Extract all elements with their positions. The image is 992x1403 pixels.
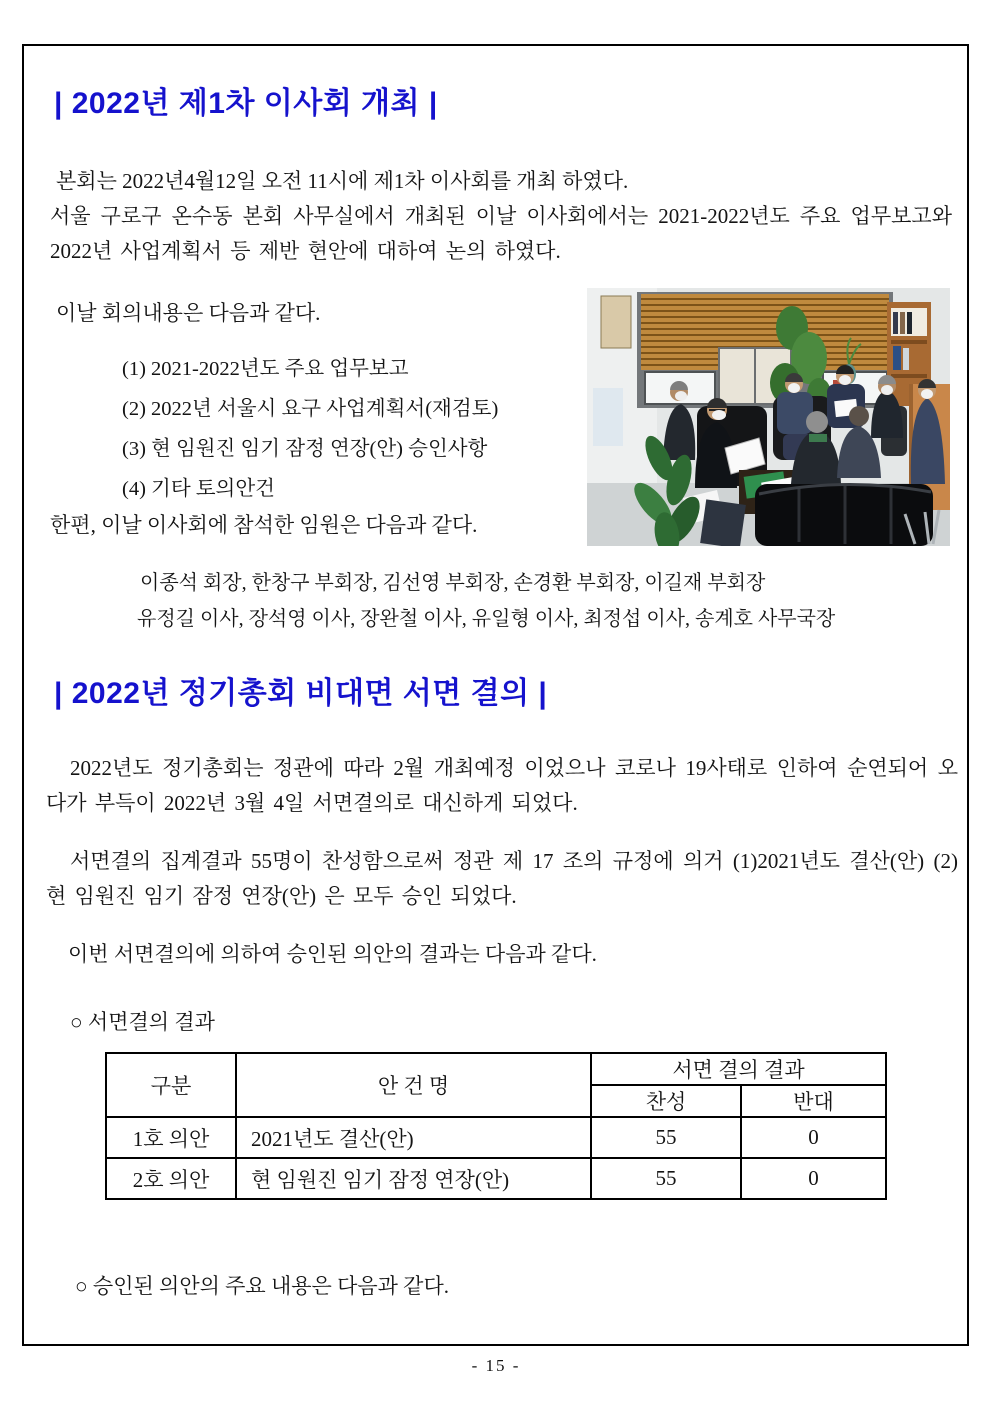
section1-title: | 2022년 제1차 이사회 개최 | (54, 87, 438, 120)
section1-paragraph-3: 이날 회의내용은 다음과 같다. (56, 301, 321, 325)
board-meeting-photo (587, 288, 950, 546)
section1-paragraph-4: 한편, 이날 이사회에 참석한 임원은 다음과 같다. (50, 513, 478, 537)
cell-agenda-1-yes: 55 (591, 1117, 741, 1158)
page-number: - 15 - (471, 1356, 521, 1375)
agenda-item-2: (2) 2022년 서울시 요구 사업계획서(재검토) (122, 398, 499, 420)
cell-agenda-2-yes: 55 (591, 1158, 741, 1199)
section2-paragraph-3: 이번 서면결의에 의하여 승인된 의안의 결과는 다음과 같다. (68, 942, 597, 966)
table-row-agenda-1 (106, 1117, 886, 1158)
cell-agenda-1-no: 0 (741, 1117, 886, 1158)
cell-agenda-1-label: 1호 의안 (106, 1117, 236, 1158)
section2-title: | 2022년 정기총회 비대면 서면 결의 | (54, 677, 548, 710)
column-header-no: 반대 (741, 1085, 886, 1117)
cell-agenda-1-name: 2021년도 결산(안) (236, 1117, 591, 1158)
board-meeting-photo-illustration (587, 288, 950, 546)
written-resolution-table (105, 1052, 887, 1200)
approved-content-heading: ○ 승인된 의안의 주요 내용은 다음과 같다. (75, 1274, 450, 1298)
column-header-category: 구분 (106, 1053, 236, 1117)
attendees-line-1: 이종석 회장, 한창구 부회장, 김선영 부회장, 손경환 부회장, 이길재 부회장 (140, 572, 766, 594)
cell-agenda-2-name: 현 임원진 임기 잠정 연장(안) (236, 1158, 591, 1199)
cell-agenda-2-label: 2호 의안 (106, 1158, 236, 1199)
agenda-item-4: (4) 기타 토의안건 (122, 478, 275, 500)
column-header-result-group: 서면 결의 결과 (591, 1053, 886, 1085)
column-header-yes: 찬성 (591, 1085, 741, 1117)
agenda-item-3: (3) 현 임원진 임기 잠정 연장(안) 승인사항 (122, 438, 488, 460)
section1-paragraph-1: 본회는 2022년4월12일 오전 11시에 제1차 이사회를 개최 하였다. (56, 169, 629, 193)
section2-paragraph-1: 2022년도 정기총회는 정관에 따라 2월 개최예정 이었으나 코로나 19사태로 인하여 순연되어 오다가 부득이 2022년 3월 4일 서면결의로 대신하게 되었다. (46, 756, 958, 815)
agenda-list (122, 349, 498, 509)
agenda-item-1: (1) 2021-2022년도 주요 업무보고 (122, 358, 409, 380)
written-resolution-result-heading: ○ 서면결의 결과 (70, 1010, 215, 1034)
cell-agenda-2-no: 0 (741, 1158, 886, 1199)
section2-paragraph-2: 서면결의 집계결과 55명이 찬성함으로써 정관 제 17 조의 규정에 의거 (1)2021년도 결산(안) (2)현 임원진 임기 잠정 연장(안) 은 모두 승인 되었다. (46, 849, 958, 908)
table-header-row-1 (106, 1053, 886, 1085)
table-row-agenda-2 (106, 1158, 886, 1199)
column-header-agenda-name: 안 건 명 (236, 1053, 591, 1117)
attendees-line-2: 유정길 이사, 장석영 이사, 장완철 이사, 유일형 이사, 최정섭 이사, 송계호 사무국장 (137, 608, 836, 630)
section1-paragraph-2: 서울 구로구 온수동 본회 사무실에서 개최된 이날 이사회에서는 2021-2022년도 주요 업무보고와 2022년 사업계획서 등 제반 현안에 대하여 논의 하였다. (50, 204, 952, 263)
